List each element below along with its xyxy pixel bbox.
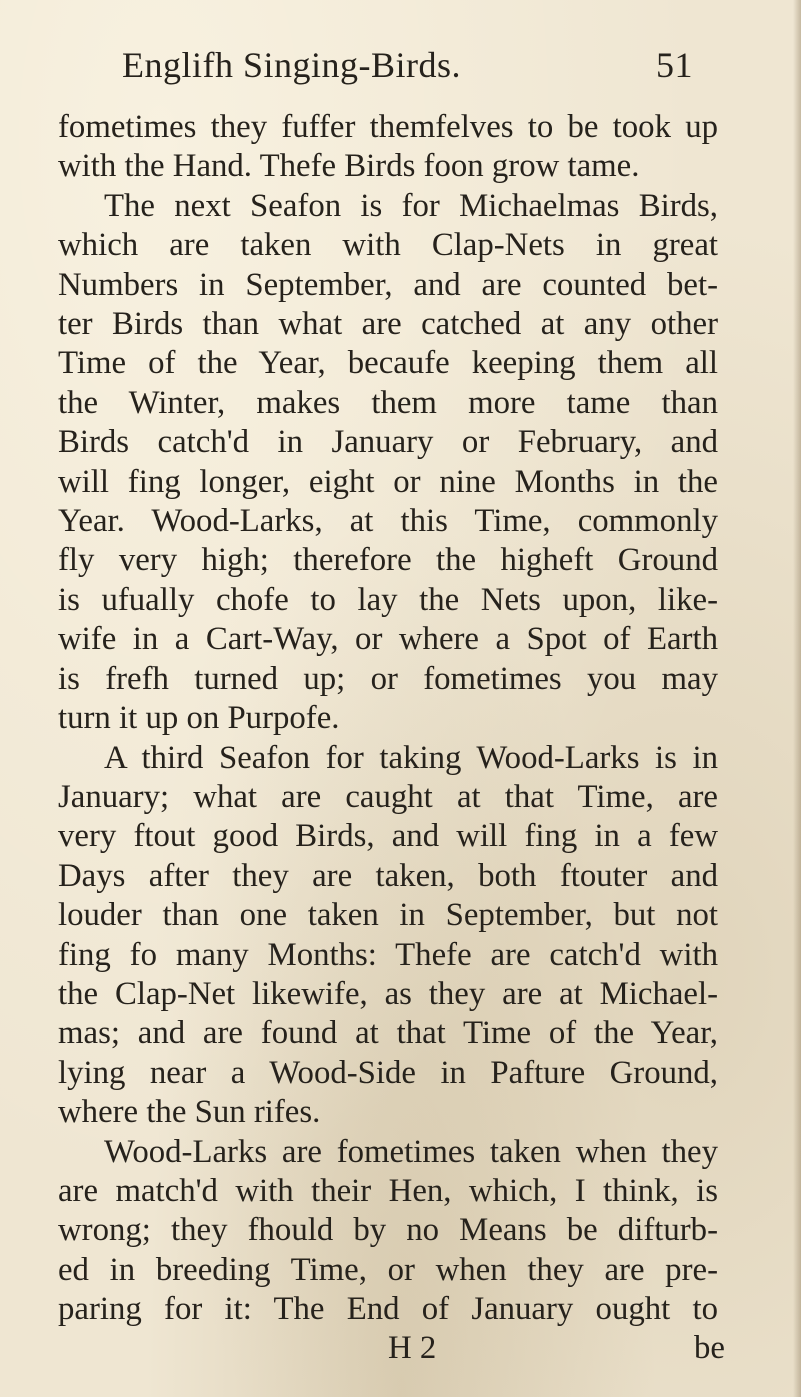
text-line: Time of the Year, becaufe keeping them all xyxy=(58,345,718,382)
signature-mark: H 2 xyxy=(388,1329,437,1366)
body-text xyxy=(58,108,718,1330)
text-line: wrong; they fhould by no Means be difturb- xyxy=(58,1212,718,1249)
text-line: Wood-Larks are fometimes taken when they xyxy=(104,1133,718,1170)
text-line: which are taken with Clap-Nets in great xyxy=(58,227,718,264)
text-line: where the Sun rifes. xyxy=(58,1094,321,1131)
text-line: louder than one taken in September, but not xyxy=(58,897,718,934)
text-line: wife in a Cart-Way, or where a Spot of Earth xyxy=(58,621,718,658)
text-line: Numbers in September, and are counted bet- xyxy=(58,266,718,303)
text-line: lying near a Wood-Side in Pafture Ground, xyxy=(58,1054,718,1091)
text-line: mas; and are found at that Time of the Year, xyxy=(58,1015,718,1052)
text-line: The next Seafon is for Michaelmas Birds, xyxy=(104,187,718,224)
text-line: fly very high; therefore the higheft Ground xyxy=(58,542,718,579)
page-footer xyxy=(58,1329,725,1370)
page-number: 51 xyxy=(656,45,693,85)
text-line: the Clap-Net likewife, as they are at Michael- xyxy=(58,975,718,1012)
text-line: turn it up on Purpofe. xyxy=(58,700,340,737)
text-line: Birds catch'd in January or February, and xyxy=(58,424,718,461)
text-line: will fing longer, eight or nine Months in the xyxy=(58,463,718,500)
catchword: be xyxy=(694,1329,725,1366)
text-line: very ftout good Birds, and will fing in a few xyxy=(58,818,718,855)
text-line: Year. Wood-Larks, at this Time, commonly xyxy=(58,503,718,540)
text-line: is ufually chofe to lay the Nets upon, like- xyxy=(58,581,718,618)
book-page xyxy=(58,44,725,1370)
text-line: the Winter, makes them more tame than xyxy=(58,384,718,421)
text-line: January; what are caught at that Time, are xyxy=(58,778,718,815)
text-line: ed in breeding Time, or when they are pre- xyxy=(58,1251,718,1288)
text-line: paring for it: The End of January ought to xyxy=(58,1291,718,1328)
text-line: fing fo many Months: Thefe are catch'd with xyxy=(58,936,718,973)
running-head: Englifh Singing-Birds. xyxy=(122,45,462,85)
text-line: with the Hand. Thefe Birds foon grow tame. xyxy=(58,148,640,185)
text-line: is frefh turned up; or fometimes you may xyxy=(58,660,718,697)
text-line: A third Seafon for taking Wood-Larks is in xyxy=(104,739,718,776)
page-edge-shadow xyxy=(793,0,801,1397)
text-line: fometimes they fuffer themfelves to be took up xyxy=(58,109,718,145)
text-line: are match'd with their Hen, which, I think, is xyxy=(58,1172,718,1209)
page-header xyxy=(58,44,718,108)
text-line: ter Birds than what are catched at any other xyxy=(58,306,718,343)
text-line: Days after they are taken, both ftouter and xyxy=(58,857,718,894)
